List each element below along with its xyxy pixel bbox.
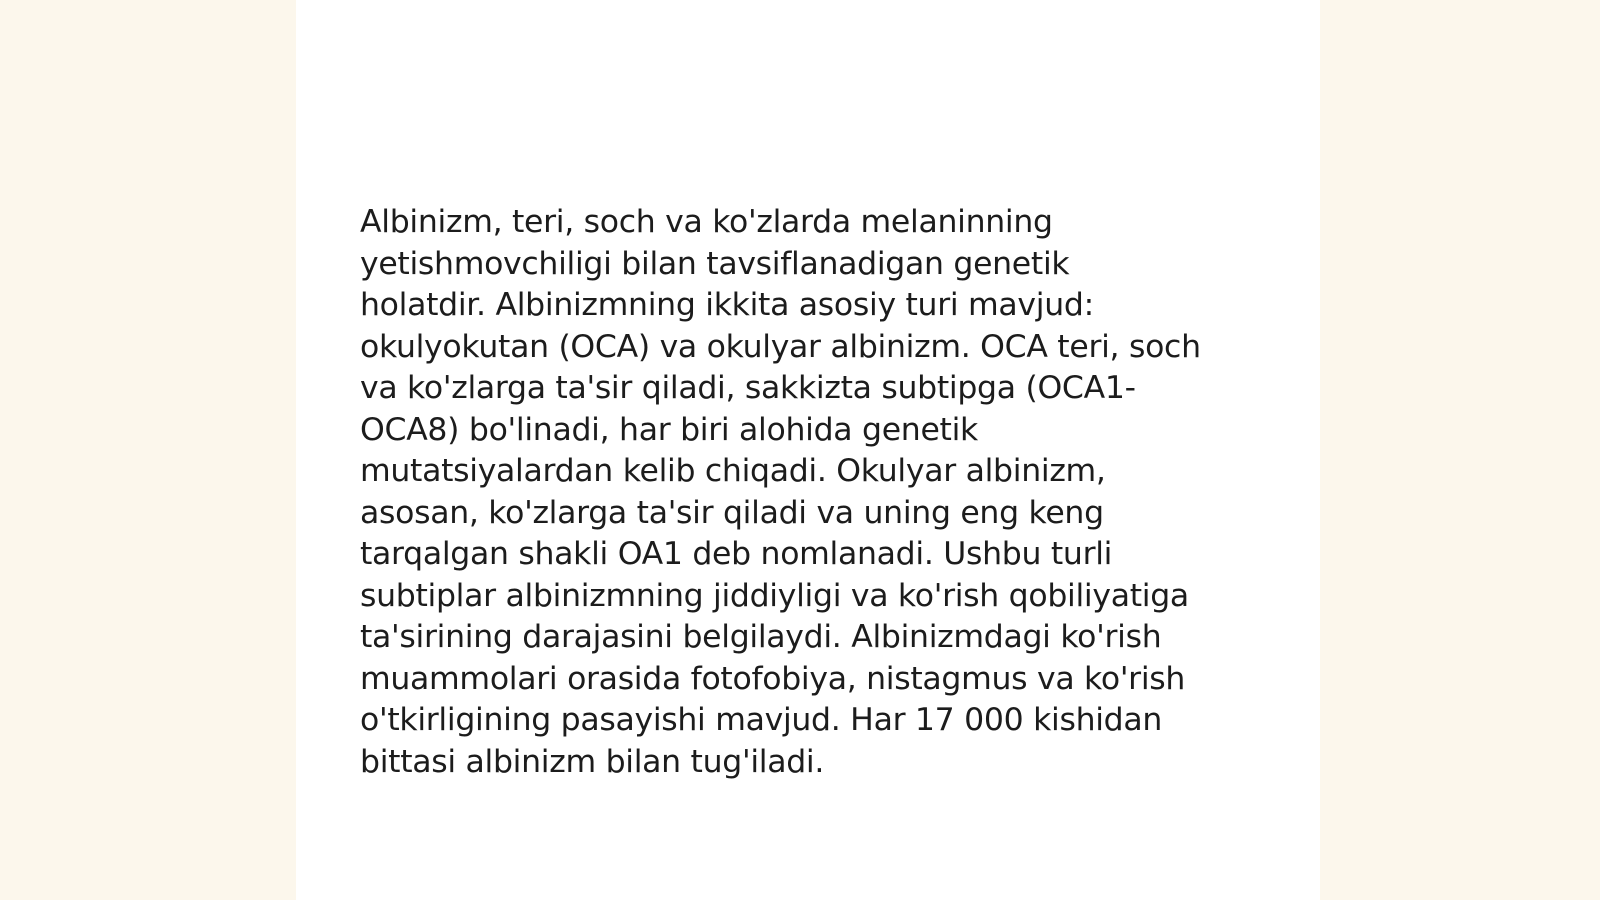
paragraph-line: o'tkirligining pasayishi mavjud. Har 17 000 kishidan (360, 702, 1163, 738)
paragraph-line: bittasi albinizm bilan tug'iladi. (360, 743, 825, 780)
paragraph-line: tarqalgan shakli OA1 deb nomlanadi. Ushbu turli (360, 536, 1113, 572)
paragraph-line: Albinizm, teri, soch va ko'zlarda melaninning (360, 204, 1053, 240)
paragraph-line: asosan, ko'zlarga ta'sir qiladi va uning eng keng (360, 494, 1104, 531)
paragraph-line: mutatsiyalardan kelib chiqadi. Okulyar albinizm, (360, 453, 1106, 489)
paragraph-line: OCA8) bo'linadi, har biri alohida genetik (360, 411, 978, 448)
paragraph-line: muammolari orasida fotofobiya, nistagmus va ko'rish (360, 660, 1186, 697)
paragraph-line: holatdir. Albinizmning ikkita asosiy turi mavjud: (360, 287, 1094, 323)
body-paragraph (360, 202, 1260, 783)
paragraph-line: va ko'zlarga ta'sir qiladi, sakkizta subtipga (OCA1- (360, 370, 1136, 406)
paragraph-line: subtiplar albinizmning jiddiyligi va ko'rish qobiliyatiga (360, 577, 1189, 614)
paragraph-line: okulyokutan (OCA) va okulyar albinizm. OCA teri, soch (360, 328, 1201, 365)
paragraph-line: ta'sirining darajasini belgilaydi. Albinizmdagi ko'rish (360, 619, 1162, 655)
document-page (296, 0, 1320, 900)
paragraph-line: yetishmovchiligi bilan tavsiflanadigan genetik (360, 245, 1070, 282)
